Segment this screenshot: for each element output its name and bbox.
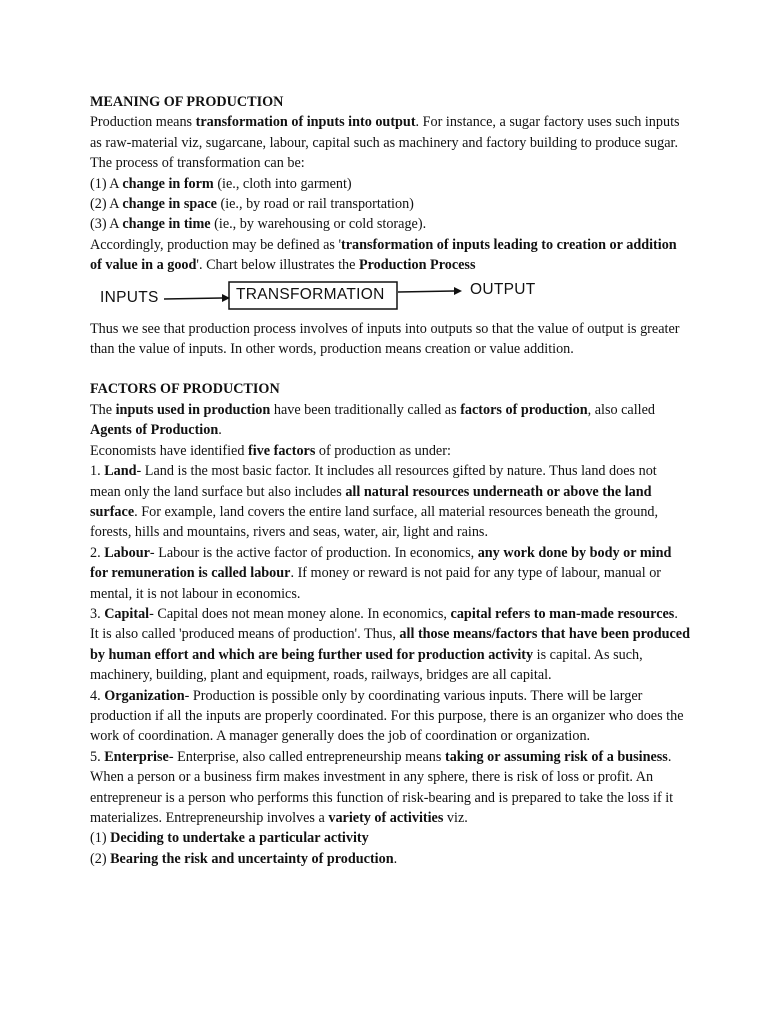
arrow-inputs-to-transformation <box>164 298 222 299</box>
paragraph-five-factors: Economists have identified five factors of production as under: <box>90 442 451 459</box>
paragraph-process-summary: Thus we see that production process involves of inputs into outputs so that the value of output is greater than the value of inputs. In other words, production means creation or value addition. <box>90 320 680 358</box>
paragraph-production-means: Production means transformation of inputs into output. For instance, a sugar factory uses such inputs as raw-material viz, sugarcane, labour, capital such as machinery and factory building to produce sugar. <box>90 114 680 151</box>
factor-land: 1. Land- Land is the most basic factor. It includes all resources gifted by nature. Thus land does not mean only the land surface but also includes all natural resources underneath or above the land surface. For example, land covers the entire land surface, all material resources beneath the ground, forests, hills and mountains, rivers and seas, water, air, light and rains. <box>90 463 659 541</box>
document-body <box>90 92 690 869</box>
factor-capital: 3. Capital- Capital does not mean money alone. In economics, capital refers to man-made resources. It is also called 'produced means of production'. Thus, all those means/factors that have been produced by human effort and which are being further used for production activity is capital. As such, machinery, building, plant and equipment, roads, railways, bridges are all capital. <box>90 605 690 684</box>
factor-enterprise: 5. Enterprise- Enterprise, also called entrepreneurship means taking or assuming risk of a business. When a person or a business firm makes investment in any sphere, there is risk of loss or profit. An entrepreneur is a person who performs this function of risk-bearing and is prepared to take the loss if it materializes. Entrepreneurship involves a variety of activities viz. <box>90 748 674 826</box>
list-item-change-time: (3) A change in time (ie., by warehousing or cold storage). <box>90 216 427 233</box>
paragraph-definition: Accordingly, production may be defined as 'transformation of inputs leading to creation or addition of value in a good'. Chart below illustrates the Production Process <box>90 236 677 274</box>
section-gap <box>90 359 690 379</box>
activity-item-deciding: (1) Deciding to undertake a particular activity <box>90 830 369 847</box>
activity-item-bearing-risk: (2) Bearing the risk and uncertainty of production. <box>90 850 398 867</box>
production-process-diagram <box>90 277 690 317</box>
list-item-change-space: (2) A change in space (ie., by road or rail transportation) <box>90 196 414 213</box>
factor-labour: 2. Labour- Labour is the active factor of production. In economics, any work done by body or mind for remuneration is called labour. If money or reward is not paid for any type of labour, manual or mental, it is not labour in economics. <box>90 544 672 602</box>
diagram-label-inputs: INPUTS <box>100 288 159 306</box>
diagram-label-output: OUTPUT <box>470 280 536 298</box>
list-item-change-form: (1) A change in form (ie., cloth into garment) <box>90 175 352 192</box>
factor-organization: 4. Organization- Production is possible only by coordinating various inputs. There will be larger production if all the inputs are properly coordinated. For this purpose, there is an organizer who does the work of coordination. A manager generally does the job of coordination or organization. <box>90 687 684 745</box>
paragraph-process-intro: The process of transformation can be: <box>90 155 305 172</box>
section-heading-factors: FACTORS OF PRODUCTION <box>90 381 280 398</box>
diagram-label-transformation: TRANSFORMATION <box>236 285 385 303</box>
arrow-head-2 <box>454 287 462 295</box>
arrow-transformation-to-output <box>398 291 454 292</box>
paragraph-factors-intro: The inputs used in production have been traditionally called as factors of production, also called Agents of Production. <box>90 401 655 439</box>
section-heading-meaning: MEANING OF PRODUCTION <box>90 94 284 110</box>
diagram-arrows <box>90 277 690 317</box>
